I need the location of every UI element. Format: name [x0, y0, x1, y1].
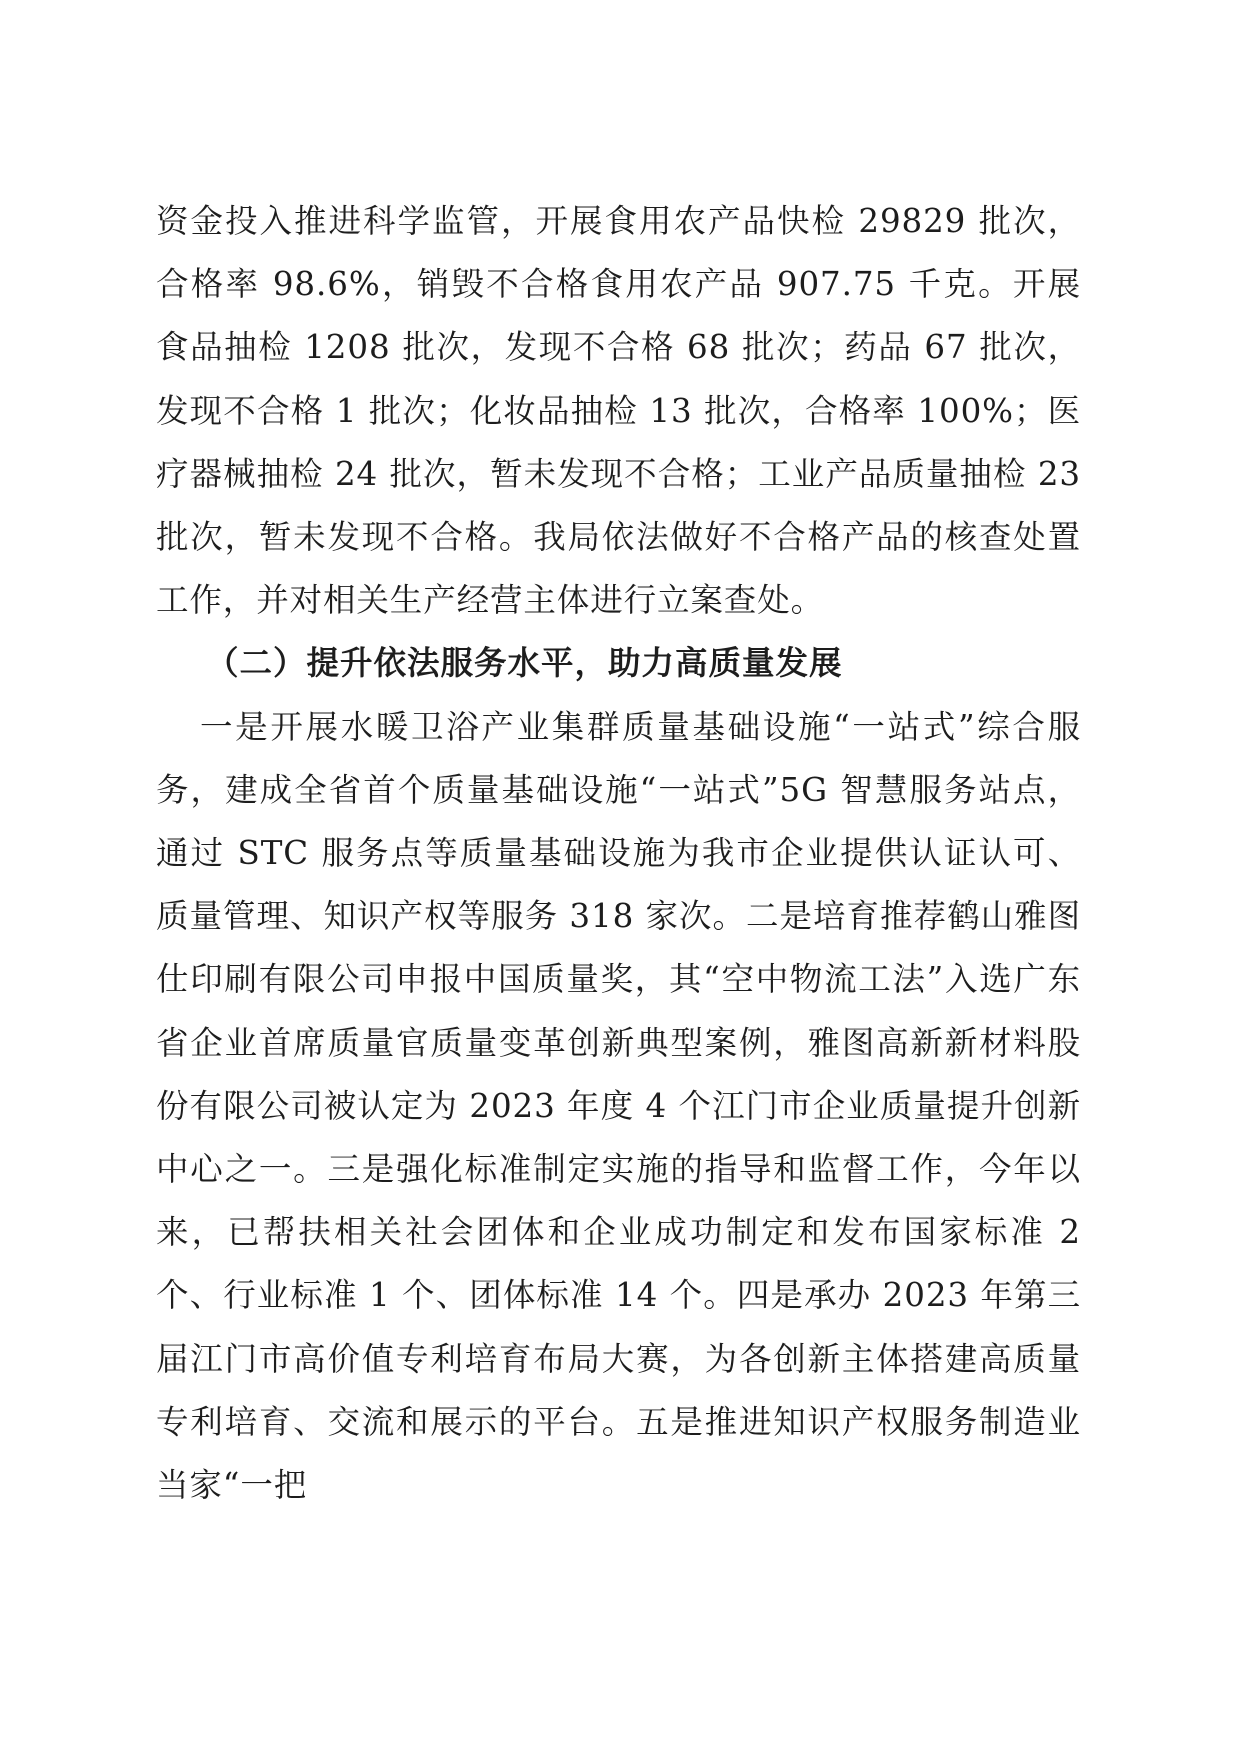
section-heading-2: （二）提升依法服务水平，助力高质量发展 [206, 644, 843, 683]
paragraph-service-measures: 一是开展水暖卫浴产业集群质量基础设施“一站式”综合服务，建成全省首个质量基础设施“一站式”5G 智慧服务站点，通过 STC 服务点等质量基础设施为我市企业提供认证认可、质量管理、知识产权等服务 318 家次。二是培育推荐鹤山雅图仕印刷有限公司申报中国质量奖，其“空中物流工法”入选广东省企业首席质量官质量变革创新典型案例，雅图高新新材料股份有限公司被认定为 2023 年度 4 个江门市企业质量提升创新中心之一。三是强化标准制定实施的指导和监督工作，今年以来，已帮扶相关社会团体和企业成功制定和发布国家标准 2 个、行业标准 1 个、团体标准 14 个。四是承办 2023 年第三届江门市高价值专利培育布局大赛，为各创新主体搭建高质量专利培育、交流和展示的平台。五是推进知识产权服务制造业当家“一把 [156, 707, 1081, 1505]
paragraph-inspection-results: 资金投入推进科学监管，开展食用农产品快检 29829 批次，合格率 98.6%，销毁不合格食用农产品 907.75 千克。开展食品抽检 1208 批次，发现不合格 68 批次；药品 67 批次，发现不合格 1 批次；化妆品抽检 13 批次，合格率 100%；医疗器械抽检 24 批次，暂未发现不合格；工业产品质量抽检 23 批次，暂未发现不合格。我局依法做好不合格产品的核查处置工作，并对相关生产经营主体进行立案查处。 [156, 202, 1081, 620]
document-body [156, 190, 1081, 1517]
